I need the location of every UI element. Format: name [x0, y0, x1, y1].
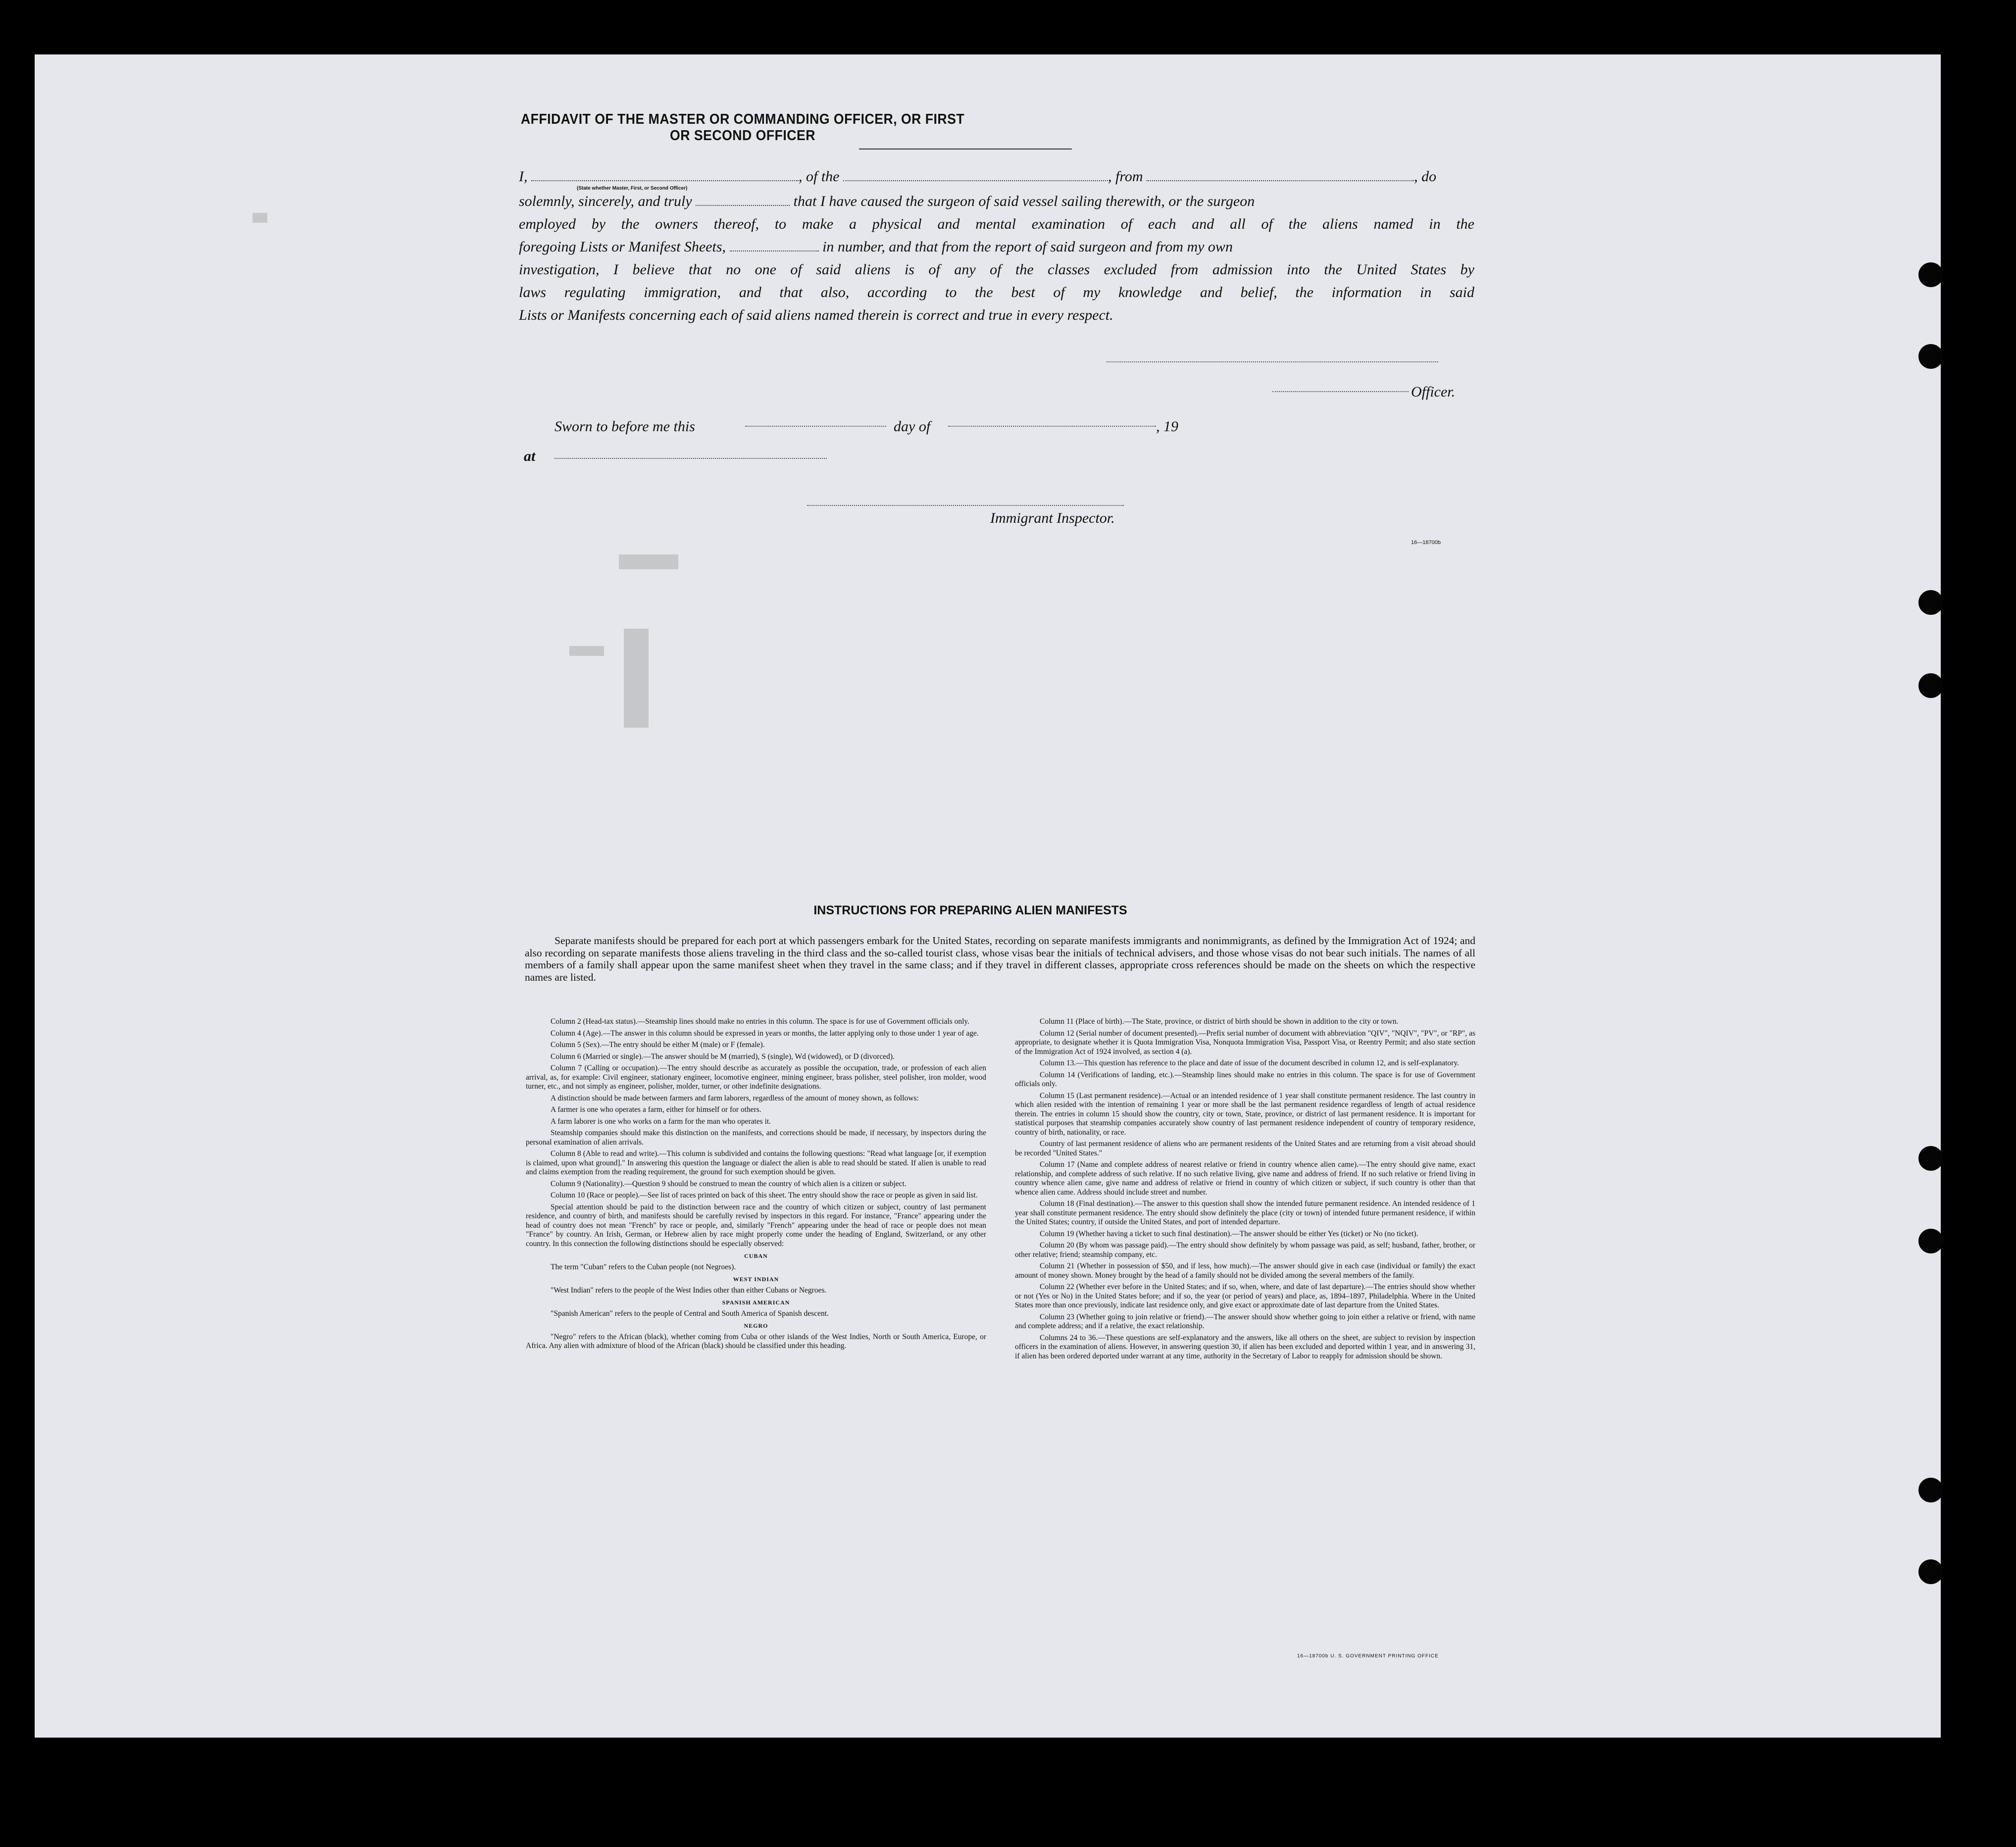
left-para: Column 4 (Age).—The answer in this column should be expressed in years or months, the latter applying only to those under 1 year of age.: [551, 1029, 979, 1038]
right-para: Country of last permanent residence of aliens who are permanent residents of the United States and are returning from a visit abroad should be recorded "United States.": [1015, 1140, 1475, 1157]
affidavit-line-1: [519, 169, 1474, 184]
day-of-label: day of: [894, 418, 931, 435]
officer-rank-blank[interactable]: [531, 171, 799, 181]
right-para: Column 20 (By whom was passage paid).—The entry should show definitely by whom passage was paid, as self; husband, father, brother, or other relative; friend; steamship company, etc.: [1015, 1241, 1475, 1259]
right-para: Column 22 (Whether ever before in the United States; and if so, when, where, and date of last departure).—The entries should show whether or not (Yes or No) in the United States before; and if so, the year (or period of years) and place, as, 1894–1897, Philadelphia. Where in the United States more than once previously, indicate last residence only, and give exact or approximate date of last departure from the United States.: [1015, 1283, 1475, 1309]
spanish-american-para: "Spanish American" refers to the people of Central and South America of Spanish descent.: [551, 1309, 829, 1318]
rank-hint: (State whether Master, First, or Second Officer): [577, 186, 688, 191]
port-blank[interactable]: [1147, 171, 1414, 181]
instructions-left-column: [526, 1017, 986, 1353]
right-para: Columns 24 to 36.—These questions are self-explanatory and the answers, like all others on the sheet, are subject to revision by inspection officers in the examination of aliens. However, in answering question 30, if alien has been excluded and deported within 1 year, and in answering 31, if alien has been ordered deported under warrant at any time, authority in the Secretary of Labor to reapply for admission should be shown.: [1015, 1333, 1475, 1360]
affidavit-line-6: laws regulating immigration, and that also, according to the best of my knowledge and belief, the information in said: [519, 284, 1474, 300]
affidavit-line-7: Lists or Manifests concerning each of said aliens named therein is correct and true in every respect.: [519, 307, 1113, 323]
left-para: Column 5 (Sex).—The entry should be either M (male) or F (female).: [551, 1041, 765, 1049]
left-para: A farm laborer is one who works on a farm for the man who operates it.: [551, 1117, 771, 1126]
right-para: Column 15 (Last permanent residence).—Actual or an intended residence of 1 year shall constitute permanent residence. The last country in which alien resided with the intention of remaining 1 year or more shall be the last permanent residence regardless of length of actual residence therein. The entries in column 15 should show the country, city or town, State, province, or district of last permanent residence. It is important for statistical purposes that steamship companies accurately show country of last permanent residence independent of country of temporary residence, country of birth, nationality, or race.: [1015, 1091, 1475, 1137]
inspector-signature-line[interactable]: [807, 505, 1124, 506]
right-para: Column 18 (Final destination).—The answer to this question shall show the intended future permanent residence. An intended residence of 1 year shall constitute permanent residence. The entry should show definitely the place (city or town) of intended future permanent residence, if within the United States; country, if outside the United States, and port of intended departure.: [1015, 1199, 1475, 1226]
punch-hole: [1918, 590, 1943, 615]
affidavit-line-5: investigation, I believe that no one of said aliens is of any of the classes excluded from admission into the United States by: [519, 261, 1474, 278]
affidavit-do: , do: [1414, 168, 1437, 185]
cuban-heading: CUBAN: [744, 1252, 768, 1259]
line2-start: solemnly, sincerely, and truly: [519, 193, 692, 209]
punch-hole: [1918, 344, 1943, 369]
left-para: Column 7 (Calling or occupation).—The entry should describe as accurately as possible the occupation, trade, or profession of each alien arrival, as, for example: Civil engineer, stationary engineer, locomotive engineer, mining engineer, brass polisher, steel polisher, iron molder, wood turner, etc., and not simply as engineer, polisher, molder, turner, or other indefinite designations.: [526, 1064, 986, 1091]
punch-hole: [1918, 1229, 1943, 1253]
officer-signature-line[interactable]: [1107, 361, 1438, 362]
ink-smudge: [252, 213, 267, 223]
sheet-count-blank[interactable]: [730, 242, 819, 251]
ink-smudge: [619, 554, 678, 569]
right-para: Column 14 (Verifications of landing, etc.).—Steamship lines should make no entries in this column. The space is for use of Government officials only.: [1015, 1070, 1475, 1088]
west-indian-heading: WEST INDIAN: [733, 1276, 779, 1283]
year-label: , 19: [1156, 418, 1178, 435]
punch-hole: [1918, 673, 1943, 698]
affidavit-title: AFFIDAVIT OF THE MASTER OR COMMANDING OFFICER, OR FIRST OR SECOND OFFICER: [520, 111, 965, 144]
place-blank[interactable]: [554, 458, 827, 459]
oath-blank[interactable]: [696, 196, 790, 206]
affidavit-line-2: [519, 194, 1474, 209]
officer-label: Officer.: [1411, 384, 1456, 400]
left-para: Steamship companies should make this distinction on the manifests, and corrections should be made, if necessary, by inspectors during the personal examination of alien arrivals.: [526, 1129, 986, 1147]
right-para: Column 23 (Whether going to join relative or friend).—The answer should show whether going to join either a relative or friend, with name and complete address; and if a relative, the exact relationship.: [1015, 1312, 1475, 1330]
at-label: at: [524, 448, 536, 464]
scan-border-left: [0, 0, 35, 1847]
affidavit-from: , from: [1108, 168, 1143, 185]
month-blank[interactable]: [948, 426, 1156, 427]
west-indian-para: "West Indian" refers to the people of the West Indies other than either Cubans or Negroes.: [551, 1286, 827, 1295]
negro-para: "Negro" refers to the African (black), whether coming from Cuba or other islands of the West Indies, North or South America, Europe, or Africa. Any alien with admixture of blood of the African (black) should be classified under this heading.: [526, 1332, 986, 1350]
affidavit-line-3: employed by the owners thereof, to make a physical and mental examination of each and all of the aliens named in the: [519, 216, 1474, 232]
day-blank[interactable]: [745, 426, 886, 427]
line2-end: that I have caused the surgeon of said vessel sailing therewith, or the surgeon: [793, 193, 1255, 209]
left-para: Column 6 (Married or single).—The answer should be M (married), S (single), Wd (widowed), or D (divorced).: [551, 1052, 895, 1061]
negro-heading: NEGRO: [744, 1322, 768, 1329]
affidavit-of-the: , of the: [799, 168, 840, 185]
ink-smudge: [624, 629, 649, 728]
affidavit-i: I,: [519, 168, 528, 185]
sworn-label: Sworn to before me this: [554, 418, 695, 435]
punch-hole: [1918, 262, 1943, 287]
spanish-american-heading: SPANISH AMERICAN: [722, 1299, 790, 1306]
right-para: Column 13.—This question has reference to the place and date of issue of the document described in column 12, and is self-explanatory.: [1040, 1059, 1459, 1067]
right-para: Column 17 (Name and complete address of nearest relative or friend in country whence alien came).—The entry should give name, exact relationship, and complete address of such relative. If no such relative living, give name and address of friend. If no such relative or friend living in country whence alien came, give name and address of relative or friend in country of which citizen or subject, if such country is other than that whence alien came. Address should include street and number.: [1015, 1160, 1475, 1197]
right-para: Column 12 (Serial number of document presented).—Prefix serial number of document with abbreviation "QIV", "NQIV", "PV", or "RP", as appropriate, to designate whether it is Quota Immigration Visa, Nonquota Immigration Visa, Passport Visa, or Reentry Permit; and also state section of the Immigration Act of 1924 involved, as section 4 (a).: [1015, 1029, 1475, 1056]
left-para: Column 8 (Able to read and write).—This column is subdivided and contains the following questions: "Read what language [or, if exemption is claimed, upon what ground]." In answering this question the language or dialect the alien is able to read should be stated. If alien is unable to read and claims exemption from the reading requirement, the ground for such exemption should be given.: [526, 1149, 986, 1176]
instructions-title: INSTRUCTIONS FOR PREPARING ALIEN MANIFESTS: [813, 903, 1127, 917]
right-para: Column 19 (Whether having a ticket to such final destination).—The answer should be either Yes (ticket) or No (no ticket).: [1040, 1229, 1418, 1238]
right-para: Column 21 (Whether in possession of $50, and if less, how much).—The answer should give in each case (individual or family) the exact amount of money shown. Money brought by the head of a family should not be divided among the several members of the family.: [1015, 1262, 1475, 1280]
cuban-para: The term "Cuban" refers to the Cuban people (not Negroes).: [551, 1262, 736, 1271]
officer-title-line[interactable]: [1272, 391, 1409, 392]
inspector-label: Immigrant Inspector.: [990, 510, 1115, 526]
line4-start: foregoing Lists or Manifest Sheets,: [519, 239, 726, 255]
punch-hole: [1918, 1146, 1943, 1171]
left-para: A farmer is one who operates a farm, either for himself or for others.: [551, 1105, 761, 1114]
vessel-name-blank[interactable]: [843, 171, 1108, 181]
printer-imprint: 16—18700b U. S. GOVERNMENT PRINTING OFFICE: [1297, 1653, 1439, 1659]
title-divider: [859, 149, 1072, 150]
punch-hole: [1918, 1478, 1943, 1502]
punch-hole: [1918, 1559, 1943, 1584]
left-para: Column 9 (Nationality).—Question 9 should be construed to mean the country of which alien is a citizen or subject.: [551, 1179, 907, 1188]
affidavit-line-4: [519, 240, 1474, 254]
line4-end: in number, and that from the report of said surgeon and from my own: [822, 239, 1233, 255]
instructions-right-column: [1015, 1017, 1475, 1363]
form-number: 16—18700b: [1411, 540, 1441, 546]
left-para: A distinction should be made between farmers and farm laborers, regardless of the amount of money shown, as follows:: [551, 1094, 919, 1102]
left-para: Column 2 (Head-tax status).—Steamship lines should make no entries in this column. The space is for use of Government officials only.: [551, 1017, 970, 1026]
left-para: Column 10 (Race or people).—See list of races printed on back of this sheet. The entry should show the race or people as given in said list.: [551, 1191, 978, 1199]
right-para: Column 11 (Place of birth).—The State, province, or district of birth should be shown in addition to the city or town.: [1040, 1017, 1399, 1026]
left-para: Special attention should be paid to the distinction between race and the country of which citizen or subject, country of last permanent residence, and country of birth, and manifests should be carefully revised by inspectors in this regard. For instance, "France" appearing under the head of country does not mean "French" by race or people, and, similarly "French" appearing under the head of race or people does not mean "France" by country. An Irish, German, or Hebrew alien by race might properly come under the heading of England, Switzerland, or any other country. In this connection the following distinctions should be especially observed:: [526, 1202, 986, 1248]
instructions-intro: Separate manifests should be prepared for each port at which passengers embark for the United States, recording on separate manifests immigrants and nonimmigrants, as defined by the Immigration Act of 1924; and also recording on separate manifests those aliens traveling in the third class and the so-called tourist class, whose visas bear the initials of technical advisers, and those whose visas do not bear such initials. The names of all members of a family shall appear upon the same manifest sheet when they travel in the same class; and if they travel in different classes, appropriate cross references should be made on the sheets on which the respective names are listed.: [525, 935, 1475, 983]
ink-smudge: [569, 646, 604, 656]
